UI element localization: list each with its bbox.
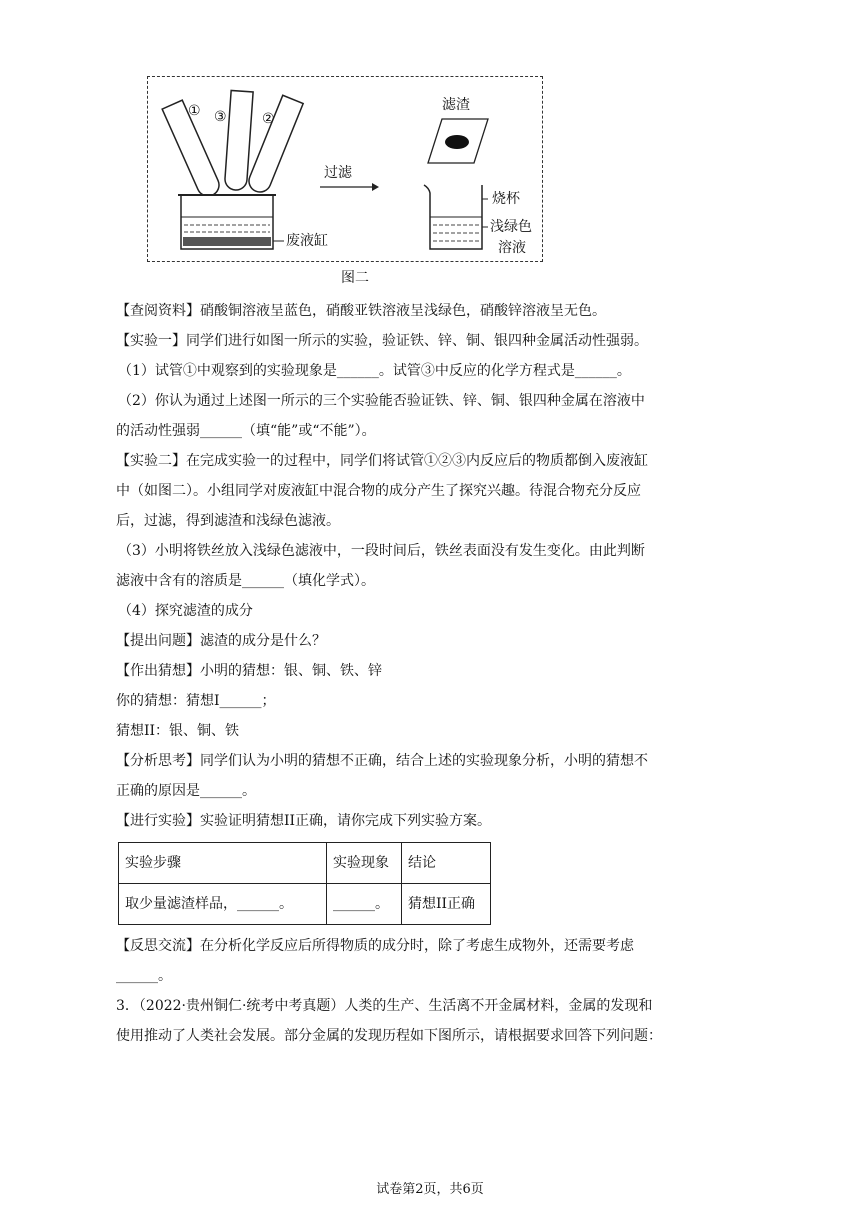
- table-row: [119, 884, 491, 925]
- test-tube-3: [224, 90, 253, 190]
- waste-tank: [178, 195, 284, 249]
- question-3-header-line1: 3．（2022·贵州铜仁·统考中考真题）人类的生产、生活离不开金属材料，金属的发现和: [116, 998, 653, 1014]
- raise-question: 【提出问题】滤渣的成分是什么？: [116, 633, 326, 649]
- experiment-two-line2: 中（如图二）。小组同学对废液缸中混合物的成分产生了探究兴趣。待混合物充分反应: [116, 483, 641, 499]
- cell-phenomenon: ______。: [327, 884, 402, 925]
- question-2-line1: （2）你认为通过上述图一所示的三个实验能否验证铁、锌、铜、银四种金属在溶液中: [118, 393, 645, 409]
- reference-info: 【查阅资料】硝酸铜溶液呈蓝色，硝酸亚铁溶液呈浅绿色，硝酸锌溶液呈无色。: [116, 303, 606, 319]
- arrow-label: 过滤: [324, 165, 352, 181]
- analysis-line1: 【分析思考】同学们认为小明的猜想不正确，结合上述的实验现象分析，小明的猜想不: [116, 753, 648, 769]
- experiment-two-line3: 后，过滤，得到滤渣和浅绿色滤液。: [116, 513, 340, 529]
- waste-tank-label: 废液缸: [286, 233, 328, 249]
- hypothesis-xiaoming: 【作出猜想】小明的猜想：银、铜、铁、锌: [116, 663, 382, 679]
- hypothesis-2: 猜想II：银、铜、铁: [116, 723, 240, 739]
- beaker: [424, 185, 488, 249]
- experiment-two-line1: 【实验二】在完成实验一的过程中，同学们将试管①②③内反应后的物质都倒入废液缸: [116, 453, 648, 469]
- cell-step: 取少量滤渣样品，______。: [119, 884, 327, 925]
- table-header-row: [119, 843, 491, 884]
- reflection-line2: ______。: [116, 968, 172, 984]
- header-phenomenon: 实验现象: [327, 843, 402, 884]
- tube-1-label: ①: [188, 103, 201, 119]
- residue-label: 滤渣: [442, 97, 470, 113]
- figure-caption: 图二: [341, 270, 369, 286]
- experiment-figure-two: [147, 76, 543, 262]
- header-conclusion: 结论: [402, 843, 491, 884]
- page-footer: 试卷第2页，共6页: [376, 1182, 484, 1197]
- tube-3-label: ③: [214, 109, 227, 125]
- beaker-label: 烧杯: [492, 191, 520, 207]
- question-4: （4）探究滤渣的成分: [118, 603, 253, 619]
- question-3-line1: （3）小明将铁丝放入浅绿色滤液中，一段时间后，铁丝表面没有发生变化。由此判断: [118, 543, 645, 559]
- analysis-line2: 正确的原因是______。: [116, 783, 256, 799]
- question-3-line2: 滤液中含有的溶质是______（填化学式）。: [116, 573, 375, 589]
- experiment-one-intro: 【实验一】同学们进行如图一所示的实验，验证铁、锌、铜、银四种金属活动性强弱。: [116, 333, 648, 349]
- question-1: （1）试管①中观察到的实验现象是______。试管③中反应的化学方程式是______。: [118, 363, 631, 379]
- solution-label-line2: 溶液: [498, 240, 526, 256]
- filter-arrow: [320, 183, 379, 191]
- question-2-line2: 的活动性强弱______（填“能”或“不能”）。: [116, 423, 376, 439]
- reflection-line1: 【反思交流】在分析化学反应后所得物质的成分时，除了考虑生成物外，还需要考虑: [116, 938, 634, 954]
- cell-conclusion: 猜想II正确: [402, 884, 491, 925]
- experiment-table: [118, 842, 491, 925]
- tube-2-label: ②: [262, 111, 275, 127]
- header-step: 实验步骤: [119, 843, 327, 884]
- question-3-header-line2: 使用推动了人类社会发展。部分金属的发现历程如下图所示，请根据要求回答下列问题：: [116, 1028, 662, 1044]
- question-body: [116, 296, 720, 1051]
- conduct-experiment: 【进行实验】实验证明猜想II正确，请你完成下列实验方案。: [116, 813, 492, 829]
- solution-label-line1: 浅绿色: [490, 219, 532, 235]
- hypothesis-1: 你的猜想：猜想I______；: [116, 693, 276, 709]
- filter-paper: [428, 119, 488, 163]
